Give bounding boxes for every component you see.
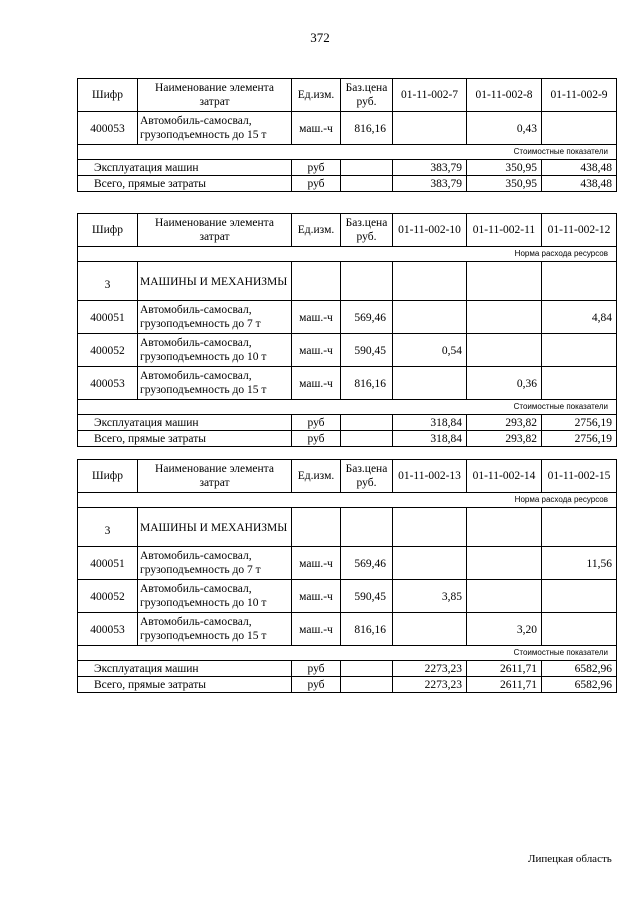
empty-cell [341,431,393,447]
total-value: 318,84 [393,431,467,447]
table-header-row [78,214,617,247]
item-code: 400052 [78,580,138,613]
item-value: 4,84 [542,301,617,334]
item-unit: маш.-ч [292,301,341,334]
item-value [542,334,617,367]
item-value: 3,20 [467,613,542,646]
group-name: МАШИНЫ И МЕХАНИЗМЫ [138,262,292,301]
table-header-row [78,79,617,112]
item-price: 590,45 [341,580,393,613]
item-value [467,301,542,334]
item-price: 569,46 [341,547,393,580]
item-code: 400052 [78,334,138,367]
total-row [78,431,617,447]
total-value: 318,84 [393,415,467,431]
header-name: Наименование элемента затрат [138,214,292,247]
item-value: 0,36 [467,367,542,400]
total-value: 6582,96 [542,677,617,693]
item-price: 569,46 [341,301,393,334]
total-value: 438,48 [542,176,617,192]
total-value: 2756,19 [542,415,617,431]
empty-cell [341,160,393,176]
item-value [393,301,467,334]
resource-norm-row [78,247,617,262]
item-name: Автомобиль-самосвал, грузоподъемность до 15 т [138,367,292,400]
group-row [78,508,617,547]
empty-cell [292,262,341,301]
item-name: Автомобиль-самосвал, грузоподъемность до 15 т [138,112,292,145]
empty-cell [341,262,393,301]
empty-cell [341,677,393,693]
resource-norm-label: Норма расхода ресурсов [78,493,617,508]
header-price: Баз.цена руб. [341,79,393,112]
total-value: 2273,23 [393,677,467,693]
total-label: Эксплуатация машин [78,415,292,431]
item-value [467,580,542,613]
empty-cell [341,176,393,192]
item-code: 400053 [78,613,138,646]
item-unit: маш.-ч [292,580,341,613]
empty-cell [341,508,393,547]
item-value [542,367,617,400]
empty-cell [542,508,617,547]
total-row [78,677,617,693]
cost-table-3 [77,459,617,693]
table-row [78,112,617,145]
total-row [78,176,617,192]
total-label: Всего, прямые затраты [78,176,292,192]
item-value [542,580,617,613]
item-price: 816,16 [341,613,393,646]
group-row [78,262,617,301]
group-name: МАШИНЫ И МЕХАНИЗМЫ [138,508,292,547]
total-label: Всего, прямые затраты [78,431,292,447]
table-row [78,301,617,334]
cost-indicators-label: Стоимостные показатели [78,646,617,661]
group-code: 3 [78,262,138,301]
item-value [467,334,542,367]
total-unit: руб [292,176,341,192]
total-label: Эксплуатация машин [78,661,292,677]
header-unit: Ед.изм. [292,214,341,247]
empty-cell [341,661,393,677]
empty-cell [467,262,542,301]
total-value: 2611,71 [467,677,542,693]
header-col: 01-11-002-12 [542,214,617,247]
empty-cell [542,262,617,301]
group-code: 3 [78,508,138,547]
empty-cell [393,262,467,301]
resource-norm-row [78,493,617,508]
item-value [393,613,467,646]
header-col: 01-11-002-8 [467,79,542,112]
item-unit: маш.-ч [292,334,341,367]
header-code: Шифр [78,460,138,493]
header-name: Наименование элемента затрат [138,460,292,493]
total-row [78,160,617,176]
table-header-row [78,460,617,493]
total-value: 293,82 [467,415,542,431]
empty-cell [292,508,341,547]
header-col: 01-11-002-11 [467,214,542,247]
header-col: 01-11-002-14 [467,460,542,493]
cost-table-2 [77,213,617,447]
item-value: 3,85 [393,580,467,613]
total-value: 6582,96 [542,661,617,677]
cost-indicators-label: Стоимостные показатели [78,400,617,415]
item-code: 400053 [78,112,138,145]
header-col: 01-11-002-15 [542,460,617,493]
table-row [78,334,617,367]
item-value: 11,56 [542,547,617,580]
empty-cell [467,508,542,547]
total-row [78,415,617,431]
header-col: 01-11-002-7 [393,79,467,112]
header-unit: Ед.изм. [292,460,341,493]
item-code: 400053 [78,367,138,400]
item-unit: маш.-ч [292,547,341,580]
cost-indicators-row [78,145,617,160]
item-unit: маш.-ч [292,112,341,145]
item-price: 590,45 [341,334,393,367]
item-unit: маш.-ч [292,367,341,400]
resource-norm-label: Норма расхода ресурсов [78,247,617,262]
item-value [467,547,542,580]
total-unit: руб [292,431,341,447]
item-name: Автомобиль-самосвал, грузоподъемность до 15 т [138,613,292,646]
cost-table-1 [77,78,617,192]
item-price: 816,16 [341,112,393,145]
item-value [393,367,467,400]
item-name: Автомобиль-самосвал, грузоподъемность до 10 т [138,334,292,367]
item-name: Автомобиль-самосвал, грузоподъемность до 7 т [138,547,292,580]
footer-region: Липецкая область [528,853,612,865]
header-unit: Ед.изм. [292,79,341,112]
cost-indicators-row [78,646,617,661]
header-price: Баз.цена руб. [341,460,393,493]
item-price: 816,16 [341,367,393,400]
total-value: 350,95 [467,160,542,176]
empty-cell [341,415,393,431]
total-label: Эксплуатация машин [78,160,292,176]
item-unit: маш.-ч [292,613,341,646]
header-col: 01-11-002-10 [393,214,467,247]
table-row [78,547,617,580]
header-code: Шифр [78,214,138,247]
header-code: Шифр [78,79,138,112]
header-col: 01-11-002-13 [393,460,467,493]
total-row [78,661,617,677]
empty-cell [393,508,467,547]
table-row [78,613,617,646]
total-value: 2756,19 [542,431,617,447]
total-value: 383,79 [393,176,467,192]
header-price: Баз.цена руб. [341,214,393,247]
item-value [542,613,617,646]
table-row [78,367,617,400]
item-value: 0,54 [393,334,467,367]
total-unit: руб [292,661,341,677]
item-value: 0,43 [467,112,542,145]
item-name: Автомобиль-самосвал, грузоподъемность до 7 т [138,301,292,334]
cost-indicators-label: Стоимостные показатели [78,145,617,160]
header-col: 01-11-002-9 [542,79,617,112]
total-unit: руб [292,415,341,431]
total-value: 350,95 [467,176,542,192]
total-label: Всего, прямые затраты [78,677,292,693]
table-row [78,580,617,613]
item-value [542,112,617,145]
cost-indicators-row [78,400,617,415]
header-name: Наименование элемента затрат [138,79,292,112]
item-name: Автомобиль-самосвал, грузоподъемность до 10 т [138,580,292,613]
total-value: 2611,71 [467,661,542,677]
item-code: 400051 [78,547,138,580]
total-value: 438,48 [542,160,617,176]
item-value [393,547,467,580]
total-unit: руб [292,677,341,693]
total-value: 2273,23 [393,661,467,677]
total-value: 293,82 [467,431,542,447]
total-value: 383,79 [393,160,467,176]
total-unit: руб [292,160,341,176]
page-number: 372 [310,30,330,45]
item-value [393,112,467,145]
item-code: 400051 [78,301,138,334]
